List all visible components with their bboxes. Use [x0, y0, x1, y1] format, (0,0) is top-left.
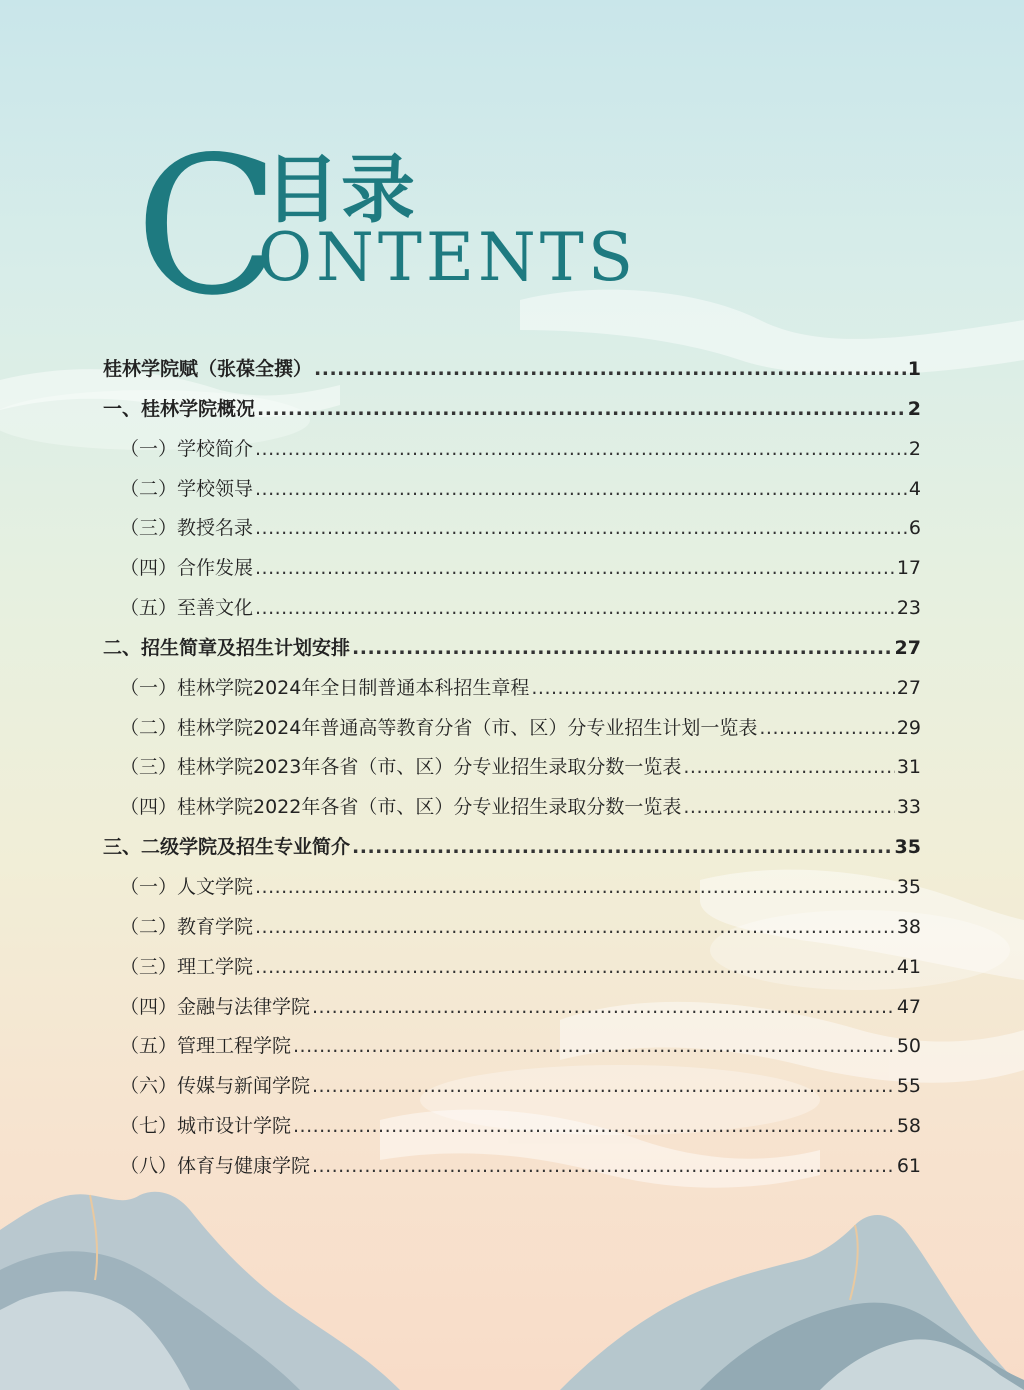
toc-entry-title: （二）桂林学院2024年普通高等教育分省（市、区）分专业招生计划一览表	[120, 716, 758, 739]
toc-entry[interactable]	[103, 828, 921, 868]
big-letter-c: C	[135, 116, 281, 337]
toc-entry-title: （五）管理工程学院	[120, 1035, 292, 1058]
mountain-illustration	[0, 1150, 1024, 1390]
toc-entry-title: （六）传媒与新闻学院	[120, 1075, 311, 1098]
toc-entry-page: 29	[896, 716, 921, 739]
title-chinese: 目录	[265, 147, 417, 233]
toc-entry-title: （一）学校简介	[120, 437, 254, 460]
toc-entry[interactable]	[103, 629, 921, 669]
toc-entry-page: 17	[896, 557, 921, 580]
toc-entry[interactable]	[103, 509, 921, 549]
toc-entry[interactable]	[103, 1027, 921, 1067]
toc-leader-dots	[293, 1027, 895, 1067]
toc-entry[interactable]	[103, 868, 921, 908]
toc-entry-title: （七）城市设计学院	[120, 1115, 292, 1138]
toc-leader-dots	[255, 470, 907, 510]
toc-entry-page: 41	[896, 955, 921, 978]
toc-leader-dots	[255, 430, 907, 470]
toc-entry-title: （一）桂林学院2024年全日制普通本科招生章程	[120, 676, 530, 699]
toc-entry-page: 23	[896, 597, 921, 620]
toc-entry[interactable]	[103, 988, 921, 1028]
toc-entry-page: 2	[908, 437, 921, 460]
toc-entry[interactable]	[103, 430, 921, 470]
toc-leader-dots	[352, 629, 893, 669]
toc-leader-dots	[352, 828, 893, 868]
toc-leader-dots	[759, 709, 894, 749]
toc-entry-page: 33	[896, 796, 921, 819]
contents-header	[0, 0, 1024, 337]
toc-entry-title: （四）合作发展	[120, 557, 254, 580]
toc-entry-title: 一、桂林学院概况	[103, 397, 256, 420]
toc-entry-page: 27	[896, 676, 921, 699]
toc-entry[interactable]	[103, 669, 921, 709]
toc-entry-title: （四）金融与法律学院	[120, 995, 311, 1018]
toc-entry-title: （八）体育与健康学院	[120, 1154, 311, 1177]
toc-entry[interactable]	[103, 549, 921, 589]
toc-entry-title: （五）至善文化	[120, 597, 254, 620]
toc-entry[interactable]	[103, 908, 921, 948]
toc-entry-title: （二）学校领导	[120, 477, 254, 500]
toc-entry[interactable]	[103, 390, 921, 430]
toc-entry[interactable]	[103, 948, 921, 988]
toc-entry[interactable]	[103, 589, 921, 629]
toc-entry-page: 2	[907, 397, 921, 420]
toc-leader-dots	[257, 390, 906, 430]
title-english: ONTENTS	[258, 219, 638, 296]
toc-entry-title: （二）教育学院	[120, 915, 254, 938]
toc-entry-title: 三、二级学院及招生专业简介	[103, 836, 351, 859]
toc-leader-dots	[255, 549, 895, 589]
toc-leader-dots	[314, 350, 906, 390]
toc-leader-dots	[255, 908, 895, 948]
toc-entry-title: 桂林学院赋（张葆全撰）	[103, 358, 313, 380]
toc-entry[interactable]	[103, 709, 921, 749]
toc-leader-dots	[312, 988, 895, 1028]
toc-entry[interactable]	[103, 748, 921, 788]
toc-entry[interactable]	[103, 350, 921, 390]
toc-entry-page: 6	[908, 517, 921, 540]
toc-entry-page: 35	[896, 875, 921, 898]
toc-entry[interactable]	[103, 470, 921, 510]
toc-leader-dots	[293, 1107, 895, 1147]
toc-entry-title: （一）人文学院	[120, 875, 254, 898]
toc-entry-title: 二、招生简章及招生计划安排	[103, 636, 351, 659]
toc-leader-dots	[531, 669, 894, 709]
toc-entry-page: 1	[907, 358, 921, 380]
toc-entry-title: （三）理工学院	[120, 955, 254, 978]
toc-entry-page: 35	[894, 836, 921, 859]
toc-entry-page: 50	[896, 1035, 921, 1058]
table-of-contents	[103, 350, 921, 1187]
toc-entry-page: 47	[896, 995, 921, 1018]
toc-leader-dots	[255, 948, 895, 988]
toc-entry-page: 55	[896, 1075, 921, 1098]
toc-leader-dots	[683, 748, 894, 788]
toc-entry-page: 4	[908, 477, 921, 500]
toc-leader-dots	[312, 1067, 895, 1107]
toc-entry-title: （四）桂林学院2022年各省（市、区）分专业招生录取分数一览表	[120, 796, 682, 819]
toc-entry-title: （三）桂林学院2023年各省（市、区）分专业招生录取分数一览表	[120, 756, 682, 779]
toc-entry-page: 38	[896, 915, 921, 938]
toc-leader-dots	[255, 868, 895, 908]
toc-entry-page: 27	[894, 636, 921, 659]
toc-entry-title: （三）教授名录	[120, 517, 254, 540]
toc-entry-page: 31	[896, 756, 921, 779]
toc-entry-page: 58	[896, 1115, 921, 1138]
toc-entry[interactable]	[103, 1107, 921, 1147]
toc-entry[interactable]	[103, 788, 921, 828]
toc-entry-page: 61	[896, 1154, 921, 1177]
toc-leader-dots	[683, 788, 894, 828]
toc-entry[interactable]	[103, 1067, 921, 1107]
toc-leader-dots	[255, 509, 907, 549]
toc-leader-dots	[255, 589, 895, 629]
